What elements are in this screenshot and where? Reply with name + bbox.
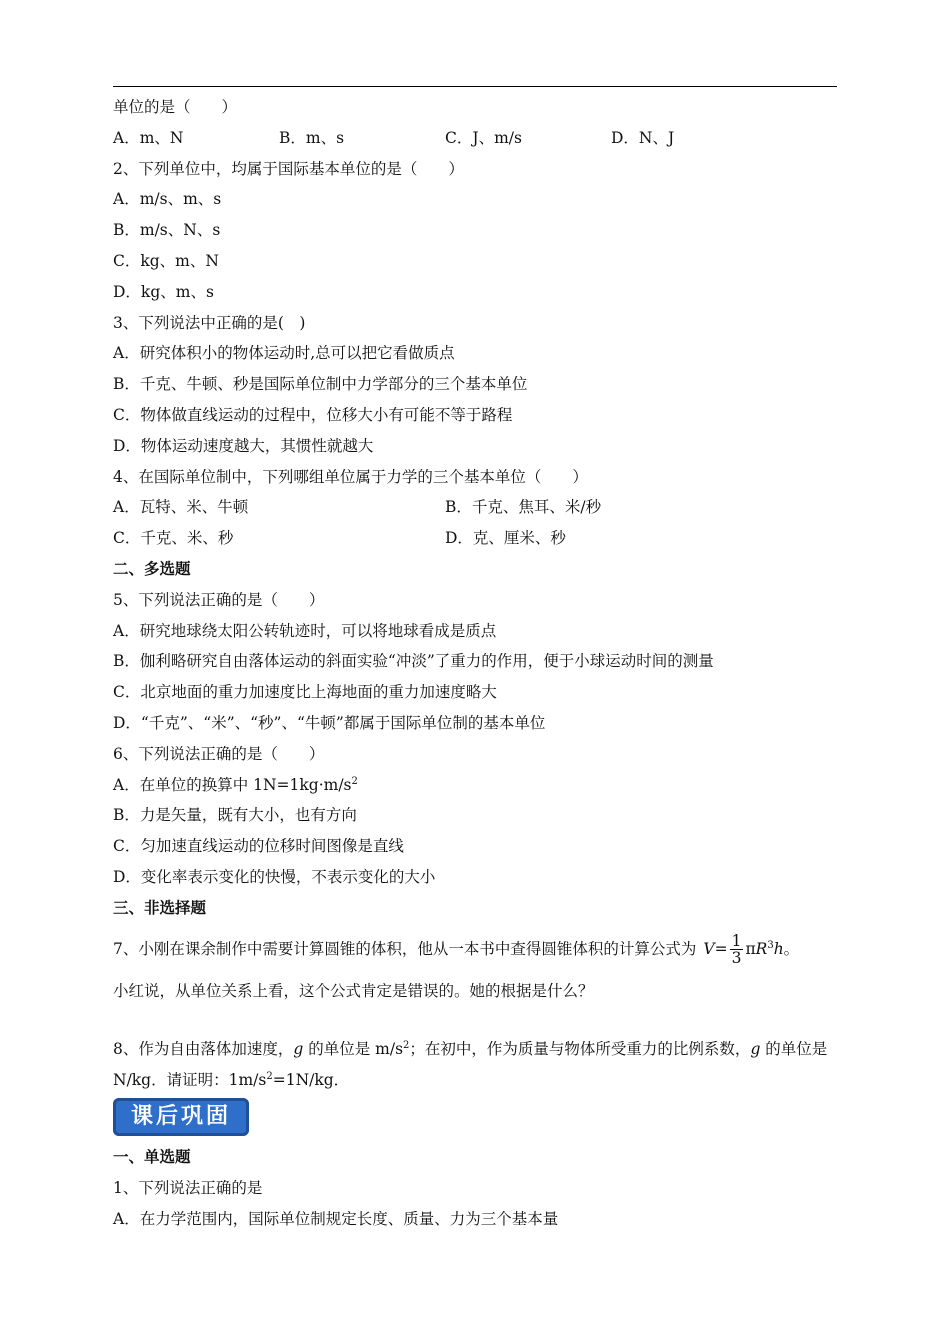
section-heading-single-choice: 一、单选题 [113, 1146, 191, 1166]
q3-option-a: A．研究体积小的物体运动时,总可以把它看做质点 [113, 344, 455, 363]
q1-stem-tail: 单位的是（ ） [113, 98, 238, 116]
q5-stem: 5、下列说法正确的是（ ） [113, 590, 325, 609]
q7-formula-v: V [703, 939, 715, 958]
q7-formula-h: h [773, 939, 784, 958]
q5-option-b: B．伽利略研究自由落体运动的斜面实验“冲淡”了重力的作用，便于小球运动时间的测量 [113, 652, 714, 671]
q7-stem-end: 。 [783, 939, 800, 958]
q5-option-a: A．研究地球绕太阳公转轨迹时，可以将地球看成是质点 [113, 621, 497, 640]
q4-options-row2 [113, 523, 841, 554]
q1b-stem: 1、下列说法正确的是 [113, 1178, 263, 1197]
q5-option-c: C．北京地面的重力加速度比上海地面的重力加速度略大 [113, 683, 497, 702]
q6-option-a-exponent: 2 [351, 775, 358, 787]
q7-formula-r-exponent: 3 [767, 939, 774, 951]
q8-exponent-2: 2 [266, 1070, 273, 1082]
q4-option-d: D．克、厘米、秒 [445, 529, 566, 548]
q2-option-b: B．m/s、N、s [113, 221, 221, 240]
q7-formula-eq: = [714, 939, 728, 958]
q5-option-d: D．“千克”、“米”、“秒”、“牛顿”都属于国际单位制的基本单位 [113, 713, 546, 732]
q8-text-3: ；在初中，作为质量与物体所受重力的比例系数， [409, 1040, 751, 1059]
q7-line2: 小红说，从单位关系上看，这个公式肯定是错误的。她的根据是什么？ [113, 981, 594, 1000]
q8-text-5: =1N/kg． [272, 1071, 350, 1090]
q8-text-1: 8、作为自由落体加速度， [113, 1040, 294, 1059]
q1-option-c: C．J、m/s [445, 128, 522, 147]
q7-fraction [730, 933, 744, 966]
q2-stem: 2、下列单位中，均属于国际基本单位的是（ ） [113, 159, 464, 178]
q3-option-c: C．物体做直线运动的过程中，位移大小有可能不等于路程 [113, 405, 513, 424]
document-body [113, 92, 841, 1234]
q2-option-c: C．kg、m、N [113, 251, 219, 270]
section-heading-non-choice: 三、非选择题 [113, 897, 207, 917]
q7-fraction-denominator: 3 [731, 949, 742, 968]
q7-formula-pi: π [745, 939, 756, 958]
q1-option-a: A．m、N [113, 128, 184, 147]
q4-option-b: B．千克、焦耳、米/秒 [445, 498, 602, 517]
q6-option-b: B．力是矢量，既有大小，也有方向 [113, 806, 357, 825]
q2-option-a: A．m/s、m、s [113, 190, 222, 209]
q7-fraction-numerator: 1 [731, 932, 742, 951]
q7-formula-r: R [755, 939, 768, 958]
q2-option-d: D．kg、m、s [113, 282, 214, 301]
q1-option-d: D．N、J [611, 128, 675, 147]
q4-stem: 4、在国际单位制中，下列哪组单位属于力学的三个基本单位（ ） [113, 467, 588, 486]
q8-exponent-1: 2 [403, 1040, 410, 1052]
q6-stem: 6、下列说法正确的是（ ） [113, 744, 325, 763]
after-class-banner: 课后巩固 [113, 1098, 249, 1136]
header-rule [113, 86, 837, 87]
q3-stem: 3、下列说法中正确的是( ) [113, 313, 306, 332]
section-heading-multiple-choice: 二、多选题 [113, 558, 191, 578]
q4-option-a: A．瓦特、米、牛顿 [113, 498, 249, 517]
q8-text-4: 的单位是 N/kg．请证明：1m/s [113, 1040, 828, 1090]
q7-stem [113, 928, 841, 970]
q6-option-c: C．匀加速直线运动的位移时间图像是直线 [113, 837, 404, 856]
q8-g-symbol-1: g [293, 1040, 304, 1059]
q6-option-a [113, 770, 841, 801]
q8-stem [113, 1034, 837, 1096]
q8-text-2: 的单位是 m/s [303, 1040, 404, 1059]
q7-stem-text: 7、小刚在课余制作中需要计算圆锥的体积，他从一本书中查得圆锥体积的计算公式为 [113, 939, 697, 958]
q6-option-a-text: A．在单位的换算中 1N=1kg·m/s [113, 775, 352, 794]
q3-option-d: D．物体运动速度越大，其惯性就越大 [113, 436, 374, 455]
q1-option-b: B．m、s [279, 128, 345, 147]
q3-option-b: B．千克、牛顿、秒是国际单位制中力学部分的三个基本单位 [113, 375, 528, 394]
q8-g-symbol-2: g [750, 1040, 761, 1059]
q4-option-c: C．千克、米、秒 [113, 529, 234, 548]
q4-options-row1 [113, 492, 841, 523]
q1b-option-a: A．在力学范围内，国际单位制规定长度、质量、力为三个基本量 [113, 1209, 559, 1228]
q6-option-d: D．变化率表示变化的快慢，不表示变化的大小 [113, 867, 436, 886]
q1-options [113, 123, 841, 154]
